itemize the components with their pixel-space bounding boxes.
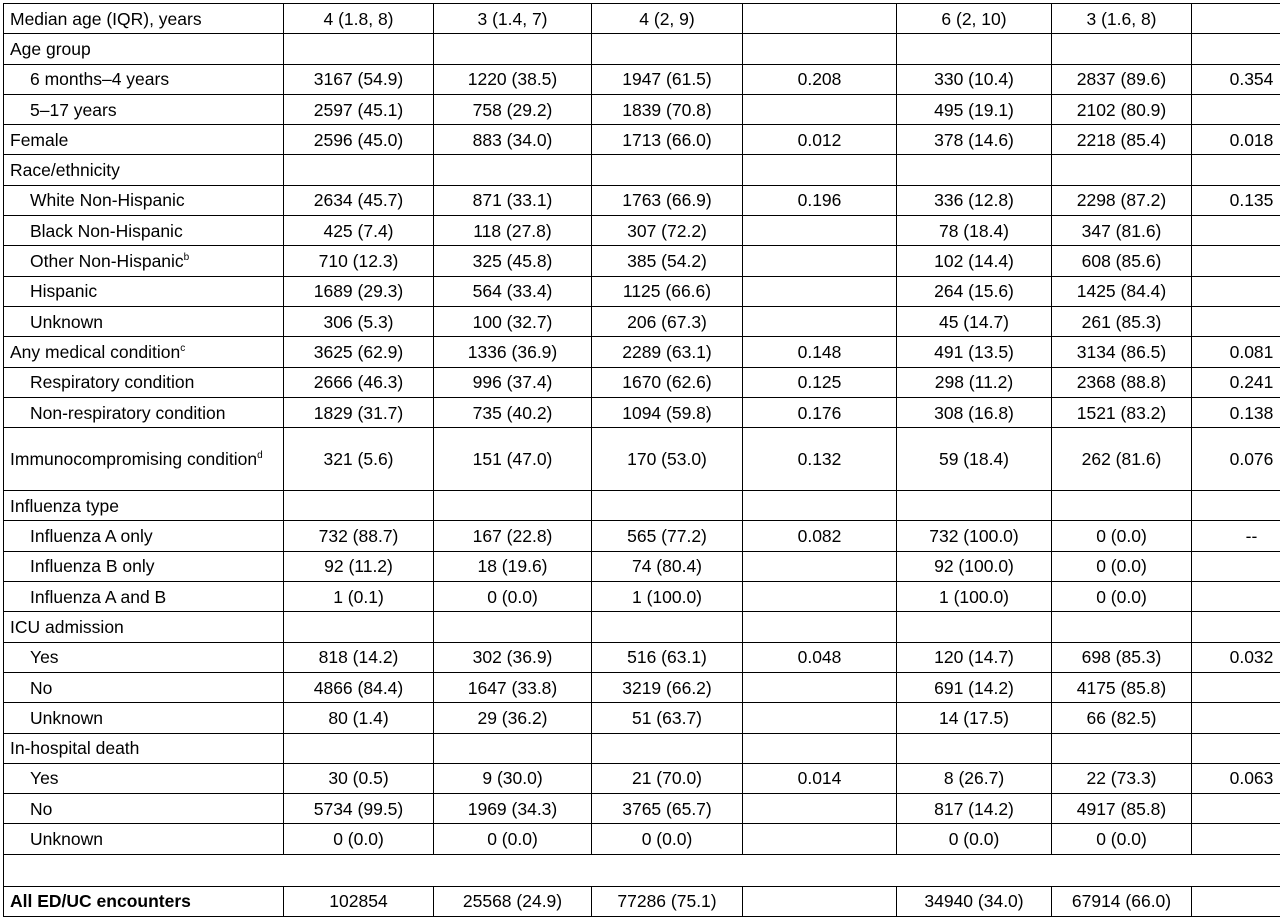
group3-cell: 6 (2, 10) — [897, 4, 1052, 34]
group2-cell: 307 (72.2) — [592, 216, 743, 246]
p-value-cell — [1192, 794, 1280, 824]
total-cell: 2597 (45.1) — [284, 94, 434, 124]
row-label-text: 6 months–4 years — [30, 69, 169, 89]
p-value-cell — [743, 491, 897, 521]
row-label-text: White Non-Hispanic — [30, 190, 185, 210]
p-value-cell: 0.148 — [743, 337, 897, 367]
total-cell: 3625 (62.9) — [284, 337, 434, 367]
group1-cell — [434, 34, 592, 64]
row-label-text: Influenza A and B — [30, 587, 166, 607]
row-label-text: Age group — [10, 39, 91, 59]
group3-cell: 336 (12.8) — [897, 185, 1052, 215]
p-value-cell — [743, 94, 897, 124]
p-value-cell — [1192, 703, 1280, 733]
p-value-cell — [1192, 582, 1280, 612]
group2-cell: 516 (63.1) — [592, 642, 743, 672]
p-value-cell — [743, 733, 897, 763]
group2-cell: 4 (2, 9) — [592, 4, 743, 34]
group3-cell — [897, 34, 1052, 64]
total-cell: 4866 (84.4) — [284, 672, 434, 702]
group1-cell — [434, 612, 592, 642]
total-cell: 80 (1.4) — [284, 703, 434, 733]
group2-cell: 385 (54.2) — [592, 246, 743, 276]
group2-cell: 0 (0.0) — [592, 824, 743, 854]
group4-cell — [1052, 612, 1192, 642]
row-label — [4, 824, 284, 854]
p-value-cell — [743, 703, 897, 733]
footnote-marker: c — [180, 343, 185, 354]
group3-cell: 78 (18.4) — [897, 216, 1052, 246]
spacer-cell — [4, 854, 1280, 886]
group2-cell — [592, 612, 743, 642]
group4-cell: 0 (0.0) — [1052, 824, 1192, 854]
total-cell — [284, 491, 434, 521]
total-cell: 0 (0.0) — [284, 824, 434, 854]
table-row — [4, 246, 1280, 276]
p-value-cell — [743, 246, 897, 276]
group2-cell — [592, 491, 743, 521]
group2-cell: 77286 (75.1) — [592, 886, 743, 916]
group2-cell: 1670 (62.6) — [592, 367, 743, 397]
row-label — [4, 367, 284, 397]
row-label-text: Yes — [30, 768, 59, 788]
footnote-marker: b — [184, 252, 190, 263]
group1-cell: 1220 (38.5) — [434, 64, 592, 94]
group1-cell — [434, 491, 592, 521]
group4-cell: 2837 (89.6) — [1052, 64, 1192, 94]
group2-cell: 74 (80.4) — [592, 551, 743, 581]
group3-cell: 14 (17.5) — [897, 703, 1052, 733]
p-value-cell — [743, 794, 897, 824]
row-label — [4, 94, 284, 124]
group4-cell: 2368 (88.8) — [1052, 367, 1192, 397]
row-label — [4, 521, 284, 551]
table-body — [4, 4, 1280, 917]
group2-cell: 206 (67.3) — [592, 306, 743, 336]
group3-cell: 308 (16.8) — [897, 397, 1052, 427]
group3-cell: 8 (26.7) — [897, 763, 1052, 793]
row-label-text: Any medical condition — [10, 342, 180, 362]
row-label — [4, 306, 284, 336]
group4-cell: 1521 (83.2) — [1052, 397, 1192, 427]
row-label — [4, 34, 284, 64]
p-value-cell: 0.132 — [743, 428, 897, 491]
table-row — [4, 4, 1280, 34]
group1-cell: 151 (47.0) — [434, 428, 592, 491]
group2-cell: 1094 (59.8) — [592, 397, 743, 427]
row-label — [4, 397, 284, 427]
group4-cell: 347 (81.6) — [1052, 216, 1192, 246]
table-row — [4, 794, 1280, 824]
group3-cell: 1 (100.0) — [897, 582, 1052, 612]
p-value-cell: 0.063 — [1192, 763, 1280, 793]
group1-cell: 1336 (36.9) — [434, 337, 592, 367]
total-cell: 102854 — [284, 886, 434, 916]
row-label-text: Unknown — [30, 829, 103, 849]
row-label — [4, 612, 284, 642]
p-value-cell — [1192, 824, 1280, 854]
group2-cell: 170 (53.0) — [592, 428, 743, 491]
p-value-cell: 0.196 — [743, 185, 897, 215]
group4-cell — [1052, 34, 1192, 64]
group3-cell: 59 (18.4) — [897, 428, 1052, 491]
p-value-cell — [1192, 551, 1280, 581]
group4-cell: 698 (85.3) — [1052, 642, 1192, 672]
group1-cell: 0 (0.0) — [434, 824, 592, 854]
group3-cell: 45 (14.7) — [897, 306, 1052, 336]
table-row — [4, 64, 1280, 94]
table-row — [4, 216, 1280, 246]
total-cell — [284, 733, 434, 763]
row-label — [4, 582, 284, 612]
p-value-cell: 0.076 — [1192, 428, 1280, 491]
table-row — [4, 185, 1280, 215]
row-label — [4, 703, 284, 733]
characteristics-table — [3, 3, 1280, 917]
p-value-cell — [743, 306, 897, 336]
row-label — [4, 733, 284, 763]
row-label — [4, 763, 284, 793]
p-value-cell — [743, 4, 897, 34]
p-value-cell — [743, 216, 897, 246]
p-value-cell — [1192, 672, 1280, 702]
p-value-cell — [743, 551, 897, 581]
group1-cell: 9 (30.0) — [434, 763, 592, 793]
group1-cell: 0 (0.0) — [434, 582, 592, 612]
group4-cell: 0 (0.0) — [1052, 582, 1192, 612]
group1-cell: 1647 (33.8) — [434, 672, 592, 702]
total-cell: 5734 (99.5) — [284, 794, 434, 824]
p-value-cell: 0.241 — [1192, 367, 1280, 397]
total-cell: 818 (14.2) — [284, 642, 434, 672]
row-label-text: No — [30, 678, 52, 698]
table-row — [4, 94, 1280, 124]
group3-cell: 330 (10.4) — [897, 64, 1052, 94]
group3-cell: 264 (15.6) — [897, 276, 1052, 306]
row-label-text: Race/ethnicity — [10, 160, 120, 180]
group1-cell: 3 (1.4, 7) — [434, 4, 592, 34]
group3-cell: 34940 (34.0) — [897, 886, 1052, 916]
row-label — [4, 491, 284, 521]
total-cell: 3167 (54.9) — [284, 64, 434, 94]
p-value-cell — [1192, 306, 1280, 336]
p-value-cell — [1192, 94, 1280, 124]
p-value-cell: 0.208 — [743, 64, 897, 94]
group1-cell: 25568 (24.9) — [434, 886, 592, 916]
row-label — [4, 4, 284, 34]
table-row — [4, 306, 1280, 336]
group1-cell: 735 (40.2) — [434, 397, 592, 427]
group1-cell: 118 (27.8) — [434, 216, 592, 246]
row-label — [4, 672, 284, 702]
total-cell: 321 (5.6) — [284, 428, 434, 491]
group3-cell — [897, 491, 1052, 521]
group3-cell: 732 (100.0) — [897, 521, 1052, 551]
row-label — [4, 551, 284, 581]
row-label-text: ICU admission — [10, 617, 124, 637]
p-value-cell — [1192, 276, 1280, 306]
row-label — [4, 216, 284, 246]
row-label-text: No — [30, 799, 52, 819]
group2-cell — [592, 733, 743, 763]
table-row — [4, 337, 1280, 367]
row-label — [4, 185, 284, 215]
group1-cell: 1969 (34.3) — [434, 794, 592, 824]
p-value-cell: 0.081 — [1192, 337, 1280, 367]
group1-cell: 883 (34.0) — [434, 125, 592, 155]
p-value-cell — [1192, 612, 1280, 642]
group3-cell: 92 (100.0) — [897, 551, 1052, 581]
group4-cell: 22 (73.3) — [1052, 763, 1192, 793]
group2-cell: 21 (70.0) — [592, 763, 743, 793]
group3-cell — [897, 155, 1052, 185]
row-label-text: 5–17 years — [30, 100, 117, 120]
table-row — [4, 521, 1280, 551]
group4-cell: 0 (0.0) — [1052, 521, 1192, 551]
row-label — [4, 246, 284, 276]
p-value-cell — [1192, 4, 1280, 34]
table-row — [4, 397, 1280, 427]
total-cell: 1689 (29.3) — [284, 276, 434, 306]
table-row — [4, 824, 1280, 854]
total-cell: 306 (5.3) — [284, 306, 434, 336]
p-value-cell: 0.176 — [743, 397, 897, 427]
total-cell: 732 (88.7) — [284, 521, 434, 551]
spacer-row — [4, 854, 1280, 886]
p-value-cell — [743, 34, 897, 64]
table-row — [4, 672, 1280, 702]
total-cell — [284, 155, 434, 185]
row-label-text: In-hospital death — [10, 738, 139, 758]
group1-cell: 29 (36.2) — [434, 703, 592, 733]
group2-cell: 2289 (63.1) — [592, 337, 743, 367]
p-value-cell — [1192, 246, 1280, 276]
group4-cell: 1425 (84.4) — [1052, 276, 1192, 306]
group1-cell: 302 (36.9) — [434, 642, 592, 672]
group3-cell: 298 (11.2) — [897, 367, 1052, 397]
total-cell: 2596 (45.0) — [284, 125, 434, 155]
group3-cell: 378 (14.6) — [897, 125, 1052, 155]
row-label — [4, 64, 284, 94]
row-label — [4, 155, 284, 185]
group4-cell: 2298 (87.2) — [1052, 185, 1192, 215]
p-value-cell: -- — [1192, 521, 1280, 551]
table-row — [4, 612, 1280, 642]
group4-cell: 261 (85.3) — [1052, 306, 1192, 336]
group2-cell — [592, 34, 743, 64]
group4-cell: 2102 (80.9) — [1052, 94, 1192, 124]
p-value-cell — [1192, 491, 1280, 521]
group1-cell: 18 (19.6) — [434, 551, 592, 581]
group3-cell: 0 (0.0) — [897, 824, 1052, 854]
total-cell: 425 (7.4) — [284, 216, 434, 246]
total-cell: 30 (0.5) — [284, 763, 434, 793]
group2-cell: 1763 (66.9) — [592, 185, 743, 215]
total-cell: 710 (12.3) — [284, 246, 434, 276]
group3-cell — [897, 612, 1052, 642]
group1-cell: 100 (32.7) — [434, 306, 592, 336]
table-row — [4, 733, 1280, 763]
row-label — [4, 337, 284, 367]
total-row-label: All ED/UC encounters — [4, 886, 284, 916]
p-value-cell — [743, 276, 897, 306]
group1-cell: 564 (33.4) — [434, 276, 592, 306]
p-value-cell — [743, 824, 897, 854]
row-label-text: Black Non-Hispanic — [30, 221, 183, 241]
group4-cell: 608 (85.6) — [1052, 246, 1192, 276]
p-value-cell: 0.032 — [1192, 642, 1280, 672]
group2-cell: 1125 (66.6) — [592, 276, 743, 306]
row-label-text: Immunocompromising condition — [10, 449, 257, 469]
total-cell: 1 (0.1) — [284, 582, 434, 612]
row-label-text: Influenza A only — [30, 526, 153, 546]
group1-cell: 325 (45.8) — [434, 246, 592, 276]
group1-cell: 758 (29.2) — [434, 94, 592, 124]
group1-cell: 871 (33.1) — [434, 185, 592, 215]
group4-cell: 0 (0.0) — [1052, 551, 1192, 581]
group4-cell — [1052, 155, 1192, 185]
table-row — [4, 642, 1280, 672]
table-row — [4, 125, 1280, 155]
group3-cell: 691 (14.2) — [897, 672, 1052, 702]
table-row — [4, 582, 1280, 612]
p-value-cell: 0.125 — [743, 367, 897, 397]
p-value-cell: 0.012 — [743, 125, 897, 155]
group3-cell — [897, 733, 1052, 763]
row-label-text: Median age (IQR), years — [10, 9, 202, 29]
group4-cell: 3 (1.6, 8) — [1052, 4, 1192, 34]
group3-cell: 120 (14.7) — [897, 642, 1052, 672]
group2-cell — [592, 155, 743, 185]
total-cell: 2666 (46.3) — [284, 367, 434, 397]
group1-cell: 167 (22.8) — [434, 521, 592, 551]
row-label-text: Non-respiratory condition — [30, 403, 226, 423]
p-value-cell — [1192, 34, 1280, 64]
group4-cell: 2218 (85.4) — [1052, 125, 1192, 155]
total-cell — [284, 34, 434, 64]
p-value-cell — [743, 582, 897, 612]
total-cell: 1829 (31.7) — [284, 397, 434, 427]
group3-cell: 102 (14.4) — [897, 246, 1052, 276]
row-label-text: Unknown — [30, 312, 103, 332]
group3-cell: 495 (19.1) — [897, 94, 1052, 124]
p-value-cell — [1192, 216, 1280, 246]
row-label-text: Unknown — [30, 708, 103, 728]
row-label — [4, 276, 284, 306]
group2-cell: 3765 (65.7) — [592, 794, 743, 824]
p-value-cell: 0.014 — [743, 763, 897, 793]
table-row — [4, 551, 1280, 581]
total-cell: 2634 (45.7) — [284, 185, 434, 215]
p-value-cell: 0.048 — [743, 642, 897, 672]
row-label — [4, 794, 284, 824]
group4-cell: 262 (81.6) — [1052, 428, 1192, 491]
group2-cell: 565 (77.2) — [592, 521, 743, 551]
row-label — [4, 125, 284, 155]
row-label-text: Yes — [30, 647, 59, 667]
p-value-cell — [743, 155, 897, 185]
p-value-cell — [743, 612, 897, 642]
group4-cell: 66 (82.5) — [1052, 703, 1192, 733]
table-row — [4, 367, 1280, 397]
group1-cell: 996 (37.4) — [434, 367, 592, 397]
row-label-text: Influenza type — [10, 496, 119, 516]
group4-cell: 3134 (86.5) — [1052, 337, 1192, 367]
row-label — [4, 642, 284, 672]
row-label-text: Respiratory condition — [30, 372, 194, 392]
table-row — [4, 703, 1280, 733]
group2-cell: 1947 (61.5) — [592, 64, 743, 94]
p-value-cell: 0.354 — [1192, 64, 1280, 94]
group2-cell: 1 (100.0) — [592, 582, 743, 612]
row-label-text: Female — [10, 130, 68, 150]
row-label-text: Influenza B only — [30, 556, 155, 576]
group4-cell: 4917 (85.8) — [1052, 794, 1192, 824]
table-row — [4, 428, 1280, 491]
table-row — [4, 763, 1280, 793]
footnote-marker: d — [257, 450, 263, 461]
p-value-cell: 0.138 — [1192, 397, 1280, 427]
group4-cell: 67914 (66.0) — [1052, 886, 1192, 916]
group1-cell — [434, 155, 592, 185]
p-value-cell — [1192, 733, 1280, 763]
total-cell: 4 (1.8, 8) — [284, 4, 434, 34]
total-cell — [284, 612, 434, 642]
group4-cell — [1052, 733, 1192, 763]
group3-cell: 491 (13.5) — [897, 337, 1052, 367]
total-cell: 92 (11.2) — [284, 551, 434, 581]
group2-cell: 3219 (66.2) — [592, 672, 743, 702]
table-row — [4, 34, 1280, 64]
group2-cell: 1839 (70.8) — [592, 94, 743, 124]
table-row — [4, 155, 1280, 185]
p-value-cell: 0.135 — [1192, 185, 1280, 215]
p-value-cell: 0.082 — [743, 521, 897, 551]
row-label — [4, 428, 284, 491]
p-value-cell — [743, 672, 897, 702]
group2-cell: 51 (63.7) — [592, 703, 743, 733]
group4-cell — [1052, 491, 1192, 521]
group2-cell: 1713 (66.0) — [592, 125, 743, 155]
group1-cell — [434, 733, 592, 763]
p-value-cell: 0.018 — [1192, 125, 1280, 155]
table-row — [4, 491, 1280, 521]
row-label-text: Hispanic — [30, 281, 97, 301]
p-value-cell — [1192, 155, 1280, 185]
table-row — [4, 276, 1280, 306]
row-label-text: Other Non-Hispanic — [30, 251, 184, 271]
group4-cell: 4175 (85.8) — [1052, 672, 1192, 702]
group3-cell: 817 (14.2) — [897, 794, 1052, 824]
